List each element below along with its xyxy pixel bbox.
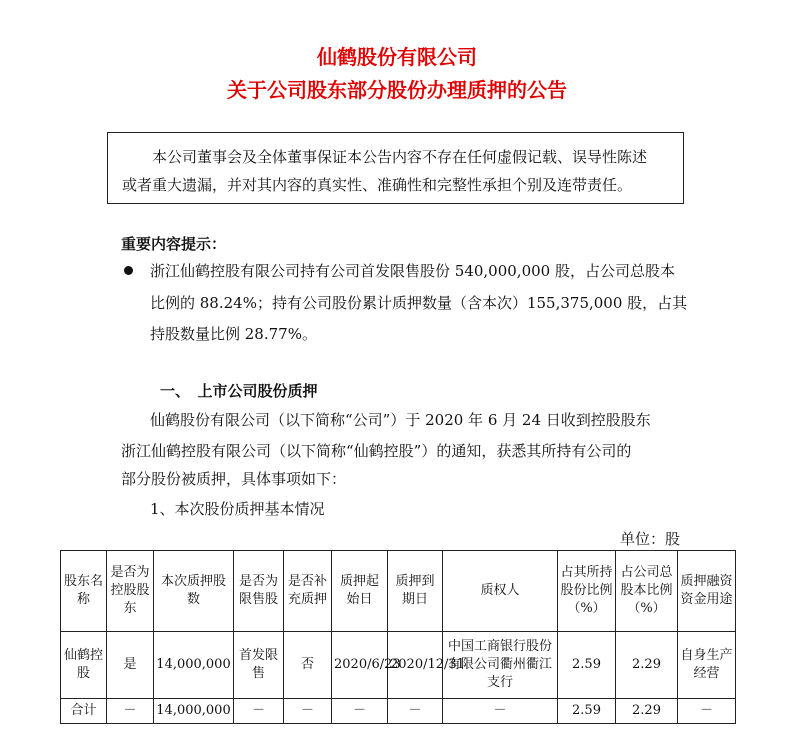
bullet-icon (124, 266, 133, 275)
table-row (61, 632, 736, 699)
statement-line-1: 本公司董事会及全体董事保证本公告内容不存在任何虚假记载、误导性陈述 (152, 148, 648, 166)
table-cell: 2020/6/23 (332, 632, 388, 699)
table-total-row (61, 699, 736, 724)
statement-line-2: 或者重大遗漏，并对其内容的真实性、准确性和完整性承担个别及连带责任。 (122, 176, 633, 194)
important-heading: 重要内容提示： (121, 235, 227, 253)
header-cell: 占其所持股份比例（%） (558, 551, 616, 632)
paragraph-line-1: 仙鹤股份有限公司（以下简称“公司”）于 2020 年 6 月 24 日收到控股股东 (150, 411, 651, 429)
header-cell: 是否为控股股东 (107, 551, 154, 632)
table-cell: 否 (284, 632, 332, 699)
table-cell: 是 (107, 632, 154, 699)
section1-heading: 一、 上市公司股份质押 (160, 382, 318, 400)
table-cell: 2020/12/31 (388, 632, 443, 699)
table-cell: 自身生产经营 (678, 632, 736, 699)
paragraph-line-2: 浙江仙鹤控股有限公司（以下简称“仙鹤控股”）的通知，获悉其所持有公司的 (121, 442, 632, 460)
table-cell: － (678, 699, 736, 724)
bullet-line-2: 比例的 88.24%；持有公司股份累计质押数量（含本次）155,375,000 股，占其 (150, 294, 688, 312)
unit-label: 单位：股 (619, 530, 680, 548)
paragraph-line-3: 部分股份被质押，具体事项如下： (121, 470, 347, 488)
board-statement-box (107, 132, 684, 204)
table-cell: 首发限售 (234, 632, 284, 699)
company-title: 仙鹤股份有限公司 (317, 45, 477, 69)
table-cell: 14,000,000 (154, 699, 234, 724)
table-cell: － (332, 699, 388, 724)
sub-heading: 1、本次股份质押基本情况 (150, 500, 325, 518)
bullet-line-1: 浙江仙鹤控股有限公司持有公司首发限售股份 540,000,000 股，占公司总股本 (150, 262, 675, 280)
header-cell: 质押融资资金用途 (678, 551, 736, 632)
header-cell: 股东名称 (61, 551, 107, 632)
table-header-row (61, 551, 736, 632)
header-cell: 本次质押股数 (154, 551, 234, 632)
table-cell: 2.29 (616, 632, 678, 699)
pledge-table (60, 550, 736, 724)
header-cell: 占公司总股本比例（%） (616, 551, 678, 632)
header-cell: 质权人 (443, 551, 558, 632)
header-cell: 是否补充质押 (284, 551, 332, 632)
table-cell: － (388, 699, 443, 724)
table-cell: 14,000,000 (154, 632, 234, 699)
table-cell: 2.59 (558, 632, 616, 699)
table-cell: － (234, 699, 284, 724)
table-cell: － (443, 699, 558, 724)
bullet-line-3: 持股数量比例 28.77%。 (150, 325, 317, 343)
notice-title: 关于公司股东部分股份办理质押的公告 (227, 78, 567, 102)
table-cell: 2.59 (558, 699, 616, 724)
header-cell: 质押到期日 (388, 551, 443, 632)
header-cell: 是否为限售股 (234, 551, 284, 632)
table-cell: － (284, 699, 332, 724)
table-cell: 仙鹤控股 (61, 632, 107, 699)
table-cell: 合计 (61, 699, 107, 724)
table-cell: 中国工商银行股份有限公司衢州衢江支行 (443, 632, 558, 699)
table-cell: 2.29 (616, 699, 678, 724)
header-cell: 质押起始日 (332, 551, 388, 632)
table-cell: － (107, 699, 154, 724)
